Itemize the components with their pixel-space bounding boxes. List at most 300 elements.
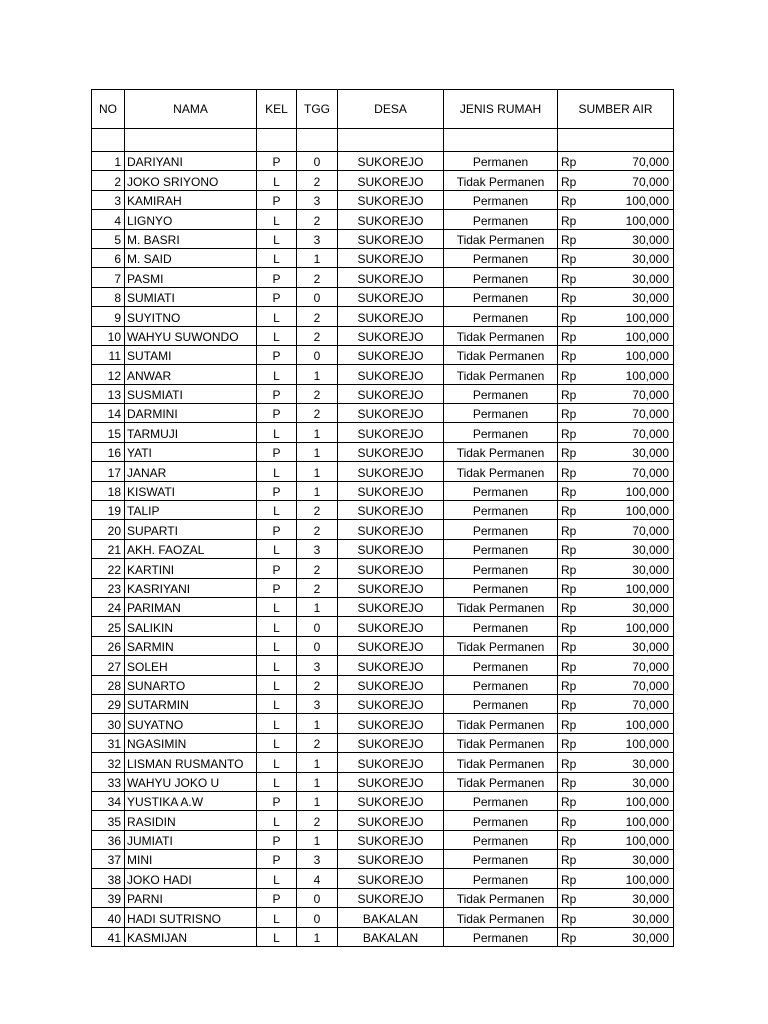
- spacer-cell: [257, 129, 297, 152]
- header-row: [92, 90, 674, 129]
- cell-tgg: 0: [297, 152, 338, 171]
- cell-kel: P: [257, 190, 297, 209]
- cell-jenis-rumah: Permanen: [444, 287, 558, 306]
- cell-kel: L: [257, 656, 297, 675]
- cell-currency: Rp: [558, 248, 598, 267]
- cell-no: 17: [92, 462, 125, 481]
- cell-kel: P: [257, 850, 297, 869]
- cell-tgg: 2: [297, 384, 338, 403]
- cell-tgg: 2: [297, 268, 338, 287]
- cell-no: 32: [92, 753, 125, 772]
- cell-currency: Rp: [558, 636, 598, 655]
- cell-nama: SUYITNO: [125, 307, 257, 326]
- cell-desa: SUKOREJO: [338, 423, 444, 442]
- cell-sumber-air-amount: 100,000: [598, 345, 674, 364]
- cell-currency: Rp: [558, 171, 598, 190]
- cell-currency: Rp: [558, 753, 598, 772]
- cell-no: 24: [92, 597, 125, 616]
- cell-desa: SUKOREJO: [338, 345, 444, 364]
- cell-tgg: 1: [297, 927, 338, 946]
- cell-jenis-rumah: Permanen: [444, 791, 558, 810]
- cell-sumber-air-amount: 100,000: [598, 307, 674, 326]
- cell-sumber-air-amount: 100,000: [598, 501, 674, 520]
- cell-kel: L: [257, 423, 297, 442]
- cell-currency: Rp: [558, 423, 598, 442]
- cell-no: 21: [92, 539, 125, 558]
- cell-tgg: 1: [297, 423, 338, 442]
- cell-jenis-rumah: Tidak Permanen: [444, 636, 558, 655]
- table-body: [92, 129, 674, 947]
- cell-jenis-rumah: Tidak Permanen: [444, 345, 558, 364]
- cell-tgg: 4: [297, 869, 338, 888]
- header-no: NO: [92, 90, 125, 129]
- cell-tgg: 1: [297, 714, 338, 733]
- cell-sumber-air-amount: 100,000: [598, 714, 674, 733]
- cell-no: 26: [92, 636, 125, 655]
- cell-desa: SUKOREJO: [338, 733, 444, 752]
- table-row: [92, 908, 674, 927]
- table-row: [92, 171, 674, 190]
- cell-nama: KASMIJAN: [125, 927, 257, 946]
- cell-desa: SUKOREJO: [338, 210, 444, 229]
- table-row: [92, 656, 674, 675]
- cell-nama: JUMIATI: [125, 830, 257, 849]
- spacer-cell: [297, 129, 338, 152]
- cell-kel: L: [257, 501, 297, 520]
- table-row: [92, 248, 674, 267]
- cell-nama: PARIMAN: [125, 597, 257, 616]
- table-row: [92, 462, 674, 481]
- table-row: [92, 617, 674, 636]
- cell-kel: L: [257, 307, 297, 326]
- cell-kel: P: [257, 404, 297, 423]
- cell-no: 34: [92, 791, 125, 810]
- cell-tgg: 1: [297, 791, 338, 810]
- cell-nama: JANAR: [125, 462, 257, 481]
- cell-no: 36: [92, 830, 125, 849]
- cell-no: 28: [92, 675, 125, 694]
- cell-sumber-air-amount: 100,000: [598, 326, 674, 345]
- cell-currency: Rp: [558, 365, 598, 384]
- cell-currency: Rp: [558, 462, 598, 481]
- cell-jenis-rumah: Tidak Permanen: [444, 888, 558, 907]
- cell-nama: RASIDIN: [125, 811, 257, 830]
- cell-nama: YUSTIKA A.W: [125, 791, 257, 810]
- cell-nama: KASRIYANI: [125, 578, 257, 597]
- cell-kel: P: [257, 559, 297, 578]
- cell-tgg: 0: [297, 636, 338, 655]
- cell-no: 40: [92, 908, 125, 927]
- spacer-row: [92, 129, 674, 152]
- cell-tgg: 2: [297, 811, 338, 830]
- cell-jenis-rumah: Tidak Permanen: [444, 229, 558, 248]
- cell-nama: AKH. FAOZAL: [125, 539, 257, 558]
- cell-tgg: 3: [297, 190, 338, 209]
- cell-desa: SUKOREJO: [338, 248, 444, 267]
- cell-kel: P: [257, 384, 297, 403]
- cell-sumber-air-amount: 70,000: [598, 404, 674, 423]
- cell-no: 2: [92, 171, 125, 190]
- cell-no: 27: [92, 656, 125, 675]
- spacer-cell: [558, 129, 674, 152]
- cell-kel: L: [257, 171, 297, 190]
- cell-sumber-air-amount: 30,000: [598, 888, 674, 907]
- cell-jenis-rumah: Tidak Permanen: [444, 365, 558, 384]
- cell-currency: Rp: [558, 210, 598, 229]
- cell-tgg: 1: [297, 753, 338, 772]
- cell-no: 14: [92, 404, 125, 423]
- cell-desa: SUKOREJO: [338, 636, 444, 655]
- cell-nama: SUTAMI: [125, 345, 257, 364]
- cell-nama: SALIKIN: [125, 617, 257, 636]
- cell-tgg: 1: [297, 248, 338, 267]
- cell-nama: SUTARMIN: [125, 694, 257, 713]
- cell-kel: P: [257, 287, 297, 306]
- cell-tgg: 1: [297, 481, 338, 500]
- cell-kel: P: [257, 152, 297, 171]
- spacer-cell: [444, 129, 558, 152]
- cell-tgg: 0: [297, 617, 338, 636]
- table-row: [92, 365, 674, 384]
- cell-jenis-rumah: Tidak Permanen: [444, 733, 558, 752]
- cell-nama: JOKO HADI: [125, 869, 257, 888]
- cell-currency: Rp: [558, 617, 598, 636]
- cell-no: 33: [92, 772, 125, 791]
- cell-jenis-rumah: Permanen: [444, 656, 558, 675]
- cell-desa: SUKOREJO: [338, 869, 444, 888]
- cell-tgg: 0: [297, 287, 338, 306]
- cell-sumber-air-amount: 30,000: [598, 753, 674, 772]
- cell-tgg: 2: [297, 559, 338, 578]
- cell-desa: SUKOREJO: [338, 384, 444, 403]
- table-row: [92, 772, 674, 791]
- cell-nama: DARMINI: [125, 404, 257, 423]
- cell-desa: SUKOREJO: [338, 811, 444, 830]
- cell-kel: L: [257, 694, 297, 713]
- cell-tgg: 1: [297, 462, 338, 481]
- cell-desa: SUKOREJO: [338, 152, 444, 171]
- cell-jenis-rumah: Permanen: [444, 481, 558, 500]
- cell-no: 29: [92, 694, 125, 713]
- table-row: [92, 559, 674, 578]
- cell-sumber-air-amount: 30,000: [598, 229, 674, 248]
- cell-jenis-rumah: Permanen: [444, 850, 558, 869]
- cell-no: 30: [92, 714, 125, 733]
- cell-nama: M. BASRI: [125, 229, 257, 248]
- cell-kel: L: [257, 811, 297, 830]
- cell-no: 6: [92, 248, 125, 267]
- table-row: [92, 152, 674, 171]
- cell-no: 1: [92, 152, 125, 171]
- cell-no: 15: [92, 423, 125, 442]
- cell-currency: Rp: [558, 927, 598, 946]
- cell-tgg: 2: [297, 578, 338, 597]
- cell-kel: P: [257, 268, 297, 287]
- cell-sumber-air-amount: 30,000: [598, 636, 674, 655]
- header-sumber-air: SUMBER AIR: [558, 90, 674, 129]
- cell-kel: L: [257, 908, 297, 927]
- cell-jenis-rumah: Permanen: [444, 675, 558, 694]
- table-row: [92, 210, 674, 229]
- cell-nama: JOKO SRIYONO: [125, 171, 257, 190]
- cell-tgg: 0: [297, 888, 338, 907]
- cell-kel: L: [257, 326, 297, 345]
- cell-kel: P: [257, 791, 297, 810]
- cell-desa: SUKOREJO: [338, 171, 444, 190]
- cell-sumber-air-amount: 70,000: [598, 656, 674, 675]
- table-row: [92, 753, 674, 772]
- cell-currency: Rp: [558, 888, 598, 907]
- cell-no: 20: [92, 520, 125, 539]
- cell-desa: SUKOREJO: [338, 791, 444, 810]
- cell-tgg: 3: [297, 850, 338, 869]
- cell-no: 38: [92, 869, 125, 888]
- cell-sumber-air-amount: 100,000: [598, 617, 674, 636]
- cell-currency: Rp: [558, 384, 598, 403]
- cell-currency: Rp: [558, 152, 598, 171]
- cell-nama: SUYATNO: [125, 714, 257, 733]
- cell-desa: SUKOREJO: [338, 714, 444, 733]
- cell-tgg: 2: [297, 171, 338, 190]
- cell-currency: Rp: [558, 733, 598, 752]
- cell-no: 13: [92, 384, 125, 403]
- table-row: [92, 791, 674, 810]
- cell-desa: SUKOREJO: [338, 539, 444, 558]
- cell-jenis-rumah: Permanen: [444, 694, 558, 713]
- cell-jenis-rumah: Permanen: [444, 927, 558, 946]
- cell-tgg: 0: [297, 908, 338, 927]
- cell-sumber-air-amount: 100,000: [598, 365, 674, 384]
- cell-nama: KARTINI: [125, 559, 257, 578]
- table-row: [92, 694, 674, 713]
- cell-nama: WAHYU JOKO U: [125, 772, 257, 791]
- cell-no: 41: [92, 927, 125, 946]
- cell-kel: P: [257, 345, 297, 364]
- table-row: [92, 927, 674, 946]
- cell-sumber-air-amount: 100,000: [598, 190, 674, 209]
- cell-jenis-rumah: Permanen: [444, 539, 558, 558]
- cell-sumber-air-amount: 100,000: [598, 811, 674, 830]
- cell-jenis-rumah: Permanen: [444, 869, 558, 888]
- header-jenis-rumah: JENIS RUMAH: [444, 90, 558, 129]
- cell-kel: P: [257, 481, 297, 500]
- cell-no: 10: [92, 326, 125, 345]
- table-row: [92, 268, 674, 287]
- cell-tgg: 2: [297, 404, 338, 423]
- household-data-table: [91, 89, 674, 947]
- cell-sumber-air-amount: 70,000: [598, 520, 674, 539]
- cell-desa: SUKOREJO: [338, 501, 444, 520]
- cell-jenis-rumah: Permanen: [444, 268, 558, 287]
- cell-currency: Rp: [558, 268, 598, 287]
- table-row: [92, 345, 674, 364]
- cell-kel: L: [257, 539, 297, 558]
- cell-desa: SUKOREJO: [338, 772, 444, 791]
- cell-sumber-air-amount: 100,000: [598, 578, 674, 597]
- cell-desa: SUKOREJO: [338, 559, 444, 578]
- cell-no: 18: [92, 481, 125, 500]
- cell-desa: SUKOREJO: [338, 287, 444, 306]
- table-row: [92, 481, 674, 500]
- cell-currency: Rp: [558, 442, 598, 461]
- cell-jenis-rumah: Permanen: [444, 501, 558, 520]
- cell-desa: SUKOREJO: [338, 442, 444, 461]
- cell-sumber-air-amount: 70,000: [598, 694, 674, 713]
- table-row: [92, 597, 674, 616]
- cell-desa: BAKALAN: [338, 908, 444, 927]
- cell-no: 23: [92, 578, 125, 597]
- cell-jenis-rumah: Permanen: [444, 152, 558, 171]
- table-row: [92, 520, 674, 539]
- cell-no: 37: [92, 850, 125, 869]
- cell-jenis-rumah: Permanen: [444, 210, 558, 229]
- cell-tgg: 1: [297, 442, 338, 461]
- cell-desa: SUKOREJO: [338, 404, 444, 423]
- cell-no: 16: [92, 442, 125, 461]
- cell-jenis-rumah: Permanen: [444, 617, 558, 636]
- cell-desa: SUKOREJO: [338, 597, 444, 616]
- cell-jenis-rumah: Permanen: [444, 404, 558, 423]
- table-row: [92, 733, 674, 752]
- cell-currency: Rp: [558, 772, 598, 791]
- cell-currency: Rp: [558, 404, 598, 423]
- cell-nama: ANWAR: [125, 365, 257, 384]
- cell-desa: SUKOREJO: [338, 694, 444, 713]
- table-row: [92, 811, 674, 830]
- cell-currency: Rp: [558, 811, 598, 830]
- header-desa: DESA: [338, 90, 444, 129]
- cell-nama: TARMUJI: [125, 423, 257, 442]
- cell-no: 3: [92, 190, 125, 209]
- cell-currency: Rp: [558, 869, 598, 888]
- cell-desa: SUKOREJO: [338, 578, 444, 597]
- cell-nama: KAMIRAH: [125, 190, 257, 209]
- table-row: [92, 578, 674, 597]
- table-row: [92, 326, 674, 345]
- cell-kel: L: [257, 927, 297, 946]
- table-row: [92, 636, 674, 655]
- cell-nama: SOLEH: [125, 656, 257, 675]
- cell-desa: SUKOREJO: [338, 520, 444, 539]
- cell-desa: SUKOREJO: [338, 326, 444, 345]
- cell-desa: SUKOREJO: [338, 268, 444, 287]
- cell-kel: L: [257, 753, 297, 772]
- cell-desa: SUKOREJO: [338, 307, 444, 326]
- spacer-cell: [338, 129, 444, 152]
- cell-tgg: 2: [297, 326, 338, 345]
- cell-jenis-rumah: Permanen: [444, 830, 558, 849]
- cell-currency: Rp: [558, 597, 598, 616]
- cell-kel: L: [257, 597, 297, 616]
- cell-kel: L: [257, 733, 297, 752]
- table-row: [92, 714, 674, 733]
- cell-sumber-air-amount: 70,000: [598, 675, 674, 694]
- cell-tgg: 1: [297, 772, 338, 791]
- cell-nama: MINI: [125, 850, 257, 869]
- cell-nama: LIGNYO: [125, 210, 257, 229]
- cell-sumber-air-amount: 70,000: [598, 384, 674, 403]
- cell-currency: Rp: [558, 714, 598, 733]
- cell-sumber-air-amount: 100,000: [598, 733, 674, 752]
- table-row: [92, 442, 674, 461]
- cell-tgg: 3: [297, 694, 338, 713]
- cell-currency: Rp: [558, 578, 598, 597]
- cell-sumber-air-amount: 70,000: [598, 462, 674, 481]
- cell-sumber-air-amount: 30,000: [598, 908, 674, 927]
- cell-nama: WAHYU SUWONDO: [125, 326, 257, 345]
- cell-nama: KISWATI: [125, 481, 257, 500]
- cell-nama: NGASIMIN: [125, 733, 257, 752]
- cell-nama: DARIYANI: [125, 152, 257, 171]
- cell-currency: Rp: [558, 190, 598, 209]
- cell-currency: Rp: [558, 307, 598, 326]
- cell-sumber-air-amount: 30,000: [598, 287, 674, 306]
- cell-jenis-rumah: Permanen: [444, 384, 558, 403]
- header-kel: KEL: [257, 90, 297, 129]
- cell-nama: YATI: [125, 442, 257, 461]
- cell-kel: P: [257, 830, 297, 849]
- cell-currency: Rp: [558, 830, 598, 849]
- cell-sumber-air-amount: 30,000: [598, 597, 674, 616]
- cell-no: 8: [92, 287, 125, 306]
- cell-jenis-rumah: Tidak Permanen: [444, 326, 558, 345]
- cell-kel: L: [257, 869, 297, 888]
- cell-sumber-air-amount: 30,000: [598, 772, 674, 791]
- cell-no: 25: [92, 617, 125, 636]
- cell-currency: Rp: [558, 675, 598, 694]
- cell-nama: SARMIN: [125, 636, 257, 655]
- cell-desa: SUKOREJO: [338, 617, 444, 636]
- cell-jenis-rumah: Permanen: [444, 248, 558, 267]
- cell-jenis-rumah: Permanen: [444, 190, 558, 209]
- header-tgg: TGG: [297, 90, 338, 129]
- cell-no: 9: [92, 307, 125, 326]
- cell-tgg: 2: [297, 307, 338, 326]
- cell-nama: TALIP: [125, 501, 257, 520]
- cell-sumber-air-amount: 30,000: [598, 850, 674, 869]
- cell-tgg: 3: [297, 539, 338, 558]
- table-row: [92, 404, 674, 423]
- cell-no: 12: [92, 365, 125, 384]
- cell-jenis-rumah: Permanen: [444, 811, 558, 830]
- table-row: [92, 830, 674, 849]
- cell-tgg: 2: [297, 520, 338, 539]
- cell-kel: L: [257, 617, 297, 636]
- cell-kel: L: [257, 675, 297, 694]
- table-row: [92, 384, 674, 403]
- cell-no: 4: [92, 210, 125, 229]
- cell-sumber-air-amount: 70,000: [598, 423, 674, 442]
- cell-kel: L: [257, 229, 297, 248]
- table-row: [92, 869, 674, 888]
- cell-no: 31: [92, 733, 125, 752]
- cell-currency: Rp: [558, 501, 598, 520]
- cell-currency: Rp: [558, 345, 598, 364]
- cell-currency: Rp: [558, 287, 598, 306]
- cell-kel: L: [257, 462, 297, 481]
- table-row: [92, 229, 674, 248]
- cell-currency: Rp: [558, 326, 598, 345]
- cell-tgg: 2: [297, 210, 338, 229]
- cell-tgg: 1: [297, 830, 338, 849]
- cell-desa: SUKOREJO: [338, 675, 444, 694]
- cell-desa: BAKALAN: [338, 927, 444, 946]
- cell-currency: Rp: [558, 539, 598, 558]
- cell-desa: SUKOREJO: [338, 753, 444, 772]
- cell-kel: L: [257, 714, 297, 733]
- table-row: [92, 539, 674, 558]
- cell-nama: PASMI: [125, 268, 257, 287]
